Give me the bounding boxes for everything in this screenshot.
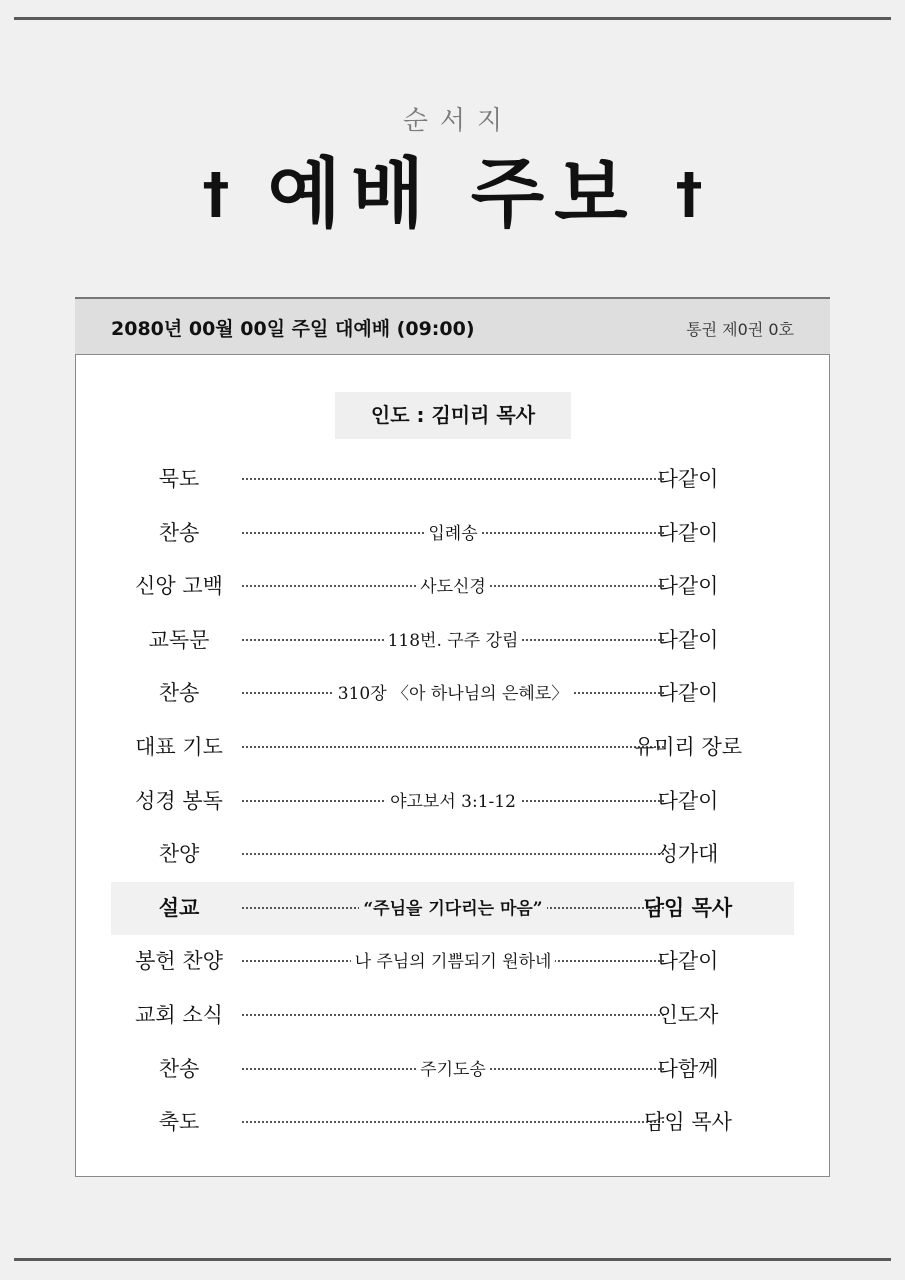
order-item-label-text: 교회 소식 [135, 1002, 223, 1027]
order-item-detail-text: 입례송 [424, 524, 481, 544]
order-item-performer-text: 다함께 [657, 1056, 719, 1081]
dotted-leader [242, 478, 664, 480]
order-item-label-text: 찬송 [158, 681, 200, 706]
order-item-performer-text: 다같이 [657, 949, 719, 974]
dotted-leader [242, 1014, 664, 1016]
title-row [0, 148, 905, 240]
order-item-detail-text: 310장 〈아 하나님의 은혜로〉 [334, 684, 572, 704]
order-list [76, 453, 829, 1150]
order-item-label-text: 봉헌 찬양 [135, 949, 223, 974]
order-of-worship-panel [75, 354, 830, 1177]
order-item-label-text: 성경 봉독 [135, 788, 223, 813]
service-title: 2080년 00월 00일 주일 대예배 (09:00) [111, 318, 475, 340]
order-item-label-text: 찬송 [158, 1056, 200, 1081]
cross-icon: † [675, 162, 703, 225]
order-item [76, 935, 829, 989]
order-item [76, 507, 829, 561]
dotted-leader [242, 746, 664, 748]
order-item [76, 989, 829, 1043]
order-item-performer-text: 다같이 [657, 574, 719, 599]
order-item-detail [242, 882, 664, 936]
top-rule [14, 17, 891, 20]
order-item [76, 775, 829, 829]
order-item-detail-text: 나 주님의 기쁨되기 원하네 [351, 952, 556, 972]
dotted-leader [242, 1121, 664, 1123]
order-item-detail-text: 118번. 구주 강림 [384, 631, 523, 651]
order-item-performer-text: 다같이 [657, 520, 719, 545]
order-item-detail [242, 560, 664, 614]
order-item-detail-text: “주님을 기다리는 마음” [359, 899, 546, 919]
order-item-detail [242, 1043, 664, 1097]
order-item [76, 1043, 829, 1097]
order-item-performer-text: 성가대 [657, 842, 719, 867]
order-item-detail [242, 935, 664, 989]
order-item-label-text: 교독문 [148, 627, 210, 652]
order-item-detail [242, 775, 664, 829]
order-item [76, 667, 829, 721]
issue-number: 통권 제0권 0호 [686, 320, 794, 339]
order-item [76, 453, 829, 507]
order-item-performer-text: 담임 목사 [644, 1110, 732, 1135]
order-item-performer-text: 인도자 [657, 1002, 719, 1027]
order-item-detail [242, 667, 664, 721]
order-item [76, 614, 829, 668]
order-item-performer-text: 담임 목사 [643, 895, 733, 920]
order-item-label-text: 묵도 [158, 467, 200, 491]
order-item-label-text: 축도 [158, 1110, 200, 1135]
cross-icon: † [202, 162, 230, 225]
order-item-performer-text: 다같이 [657, 467, 719, 491]
bottom-rule [14, 1258, 891, 1261]
order-item [76, 560, 829, 614]
service-header [75, 297, 830, 354]
order-item-performer-text: 다같이 [657, 627, 719, 652]
order-item-performer-text: 다같이 [657, 788, 719, 813]
order-item [76, 721, 829, 775]
bulletin-title: 예배 주보 [267, 149, 638, 238]
order-item-label-text: 찬양 [158, 842, 200, 867]
order-item-label-text: 신앙 고백 [135, 574, 223, 599]
order-item [111, 882, 794, 936]
dotted-leader [242, 853, 664, 855]
order-item-performer-text: 다같이 [657, 681, 719, 706]
order-item-detail-text: 주기도송 [416, 1060, 490, 1080]
order-item-label-text: 찬송 [158, 520, 200, 545]
order-item-detail [242, 614, 664, 668]
order-item-detail-text: 야고보서 3:1-12 [386, 792, 520, 812]
order-item-label-text: 대표 기도 [135, 734, 223, 759]
order-item-detail-text: 사도신경 [416, 577, 490, 597]
bulletin-subtitle: 순서지 [402, 106, 515, 136]
order-item [76, 1096, 829, 1150]
order-item-label-text: 설교 [158, 895, 200, 920]
worship-leader: 인도 : 김미리 목사 [335, 392, 571, 439]
order-item-performer-text: 유미리 장로 [633, 734, 743, 759]
order-item [76, 828, 829, 882]
order-item-detail [242, 507, 664, 561]
